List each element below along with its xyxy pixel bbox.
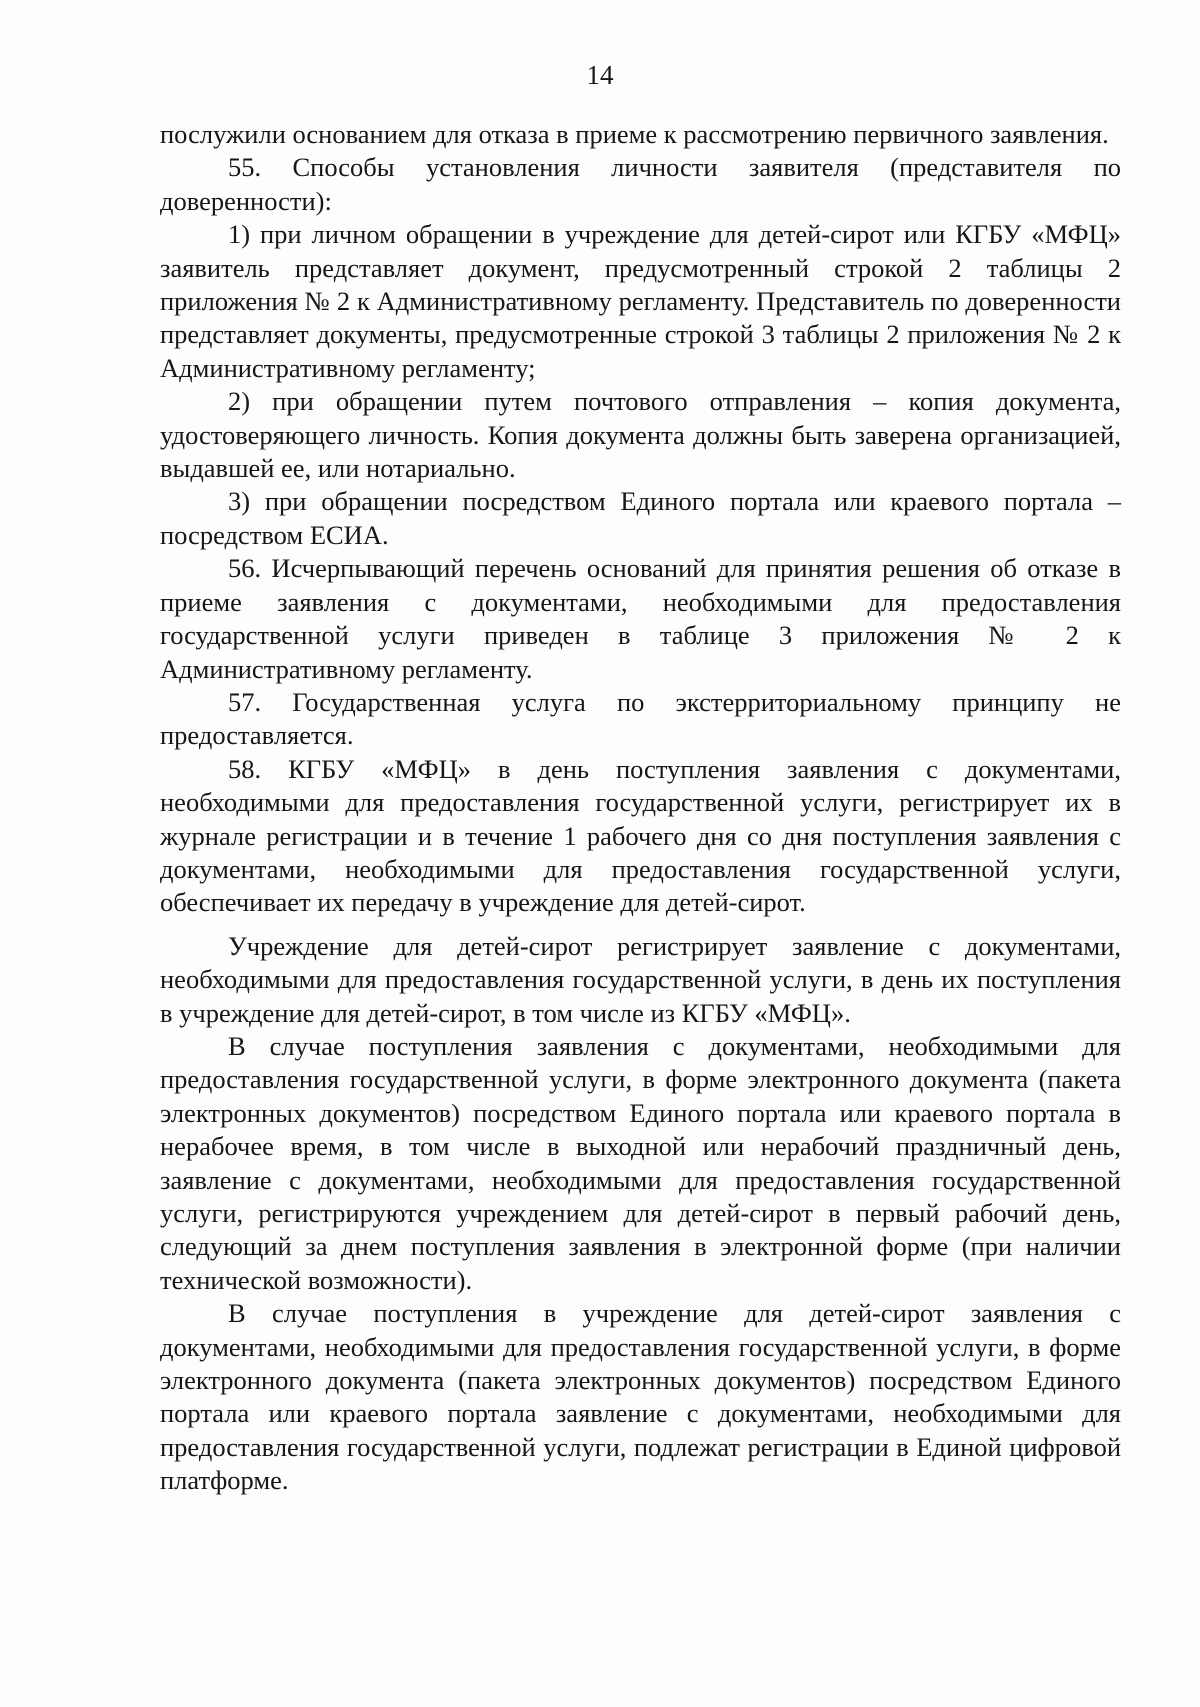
document-body xyxy=(160,118,1121,1498)
paragraph-58-electronic-nonworking: В случае поступления заявления с документами, необходимыми для предоставления государственной услуги, в форме электронного документа (пакета электронных документов) посредством Единого портала или краевого портала в нерабочее время, в том числе в выходной или нерабочий праздничный день, заявление с документами, необходимыми для предоставления государственной услуги, регистрируются учреждением для детей-сирот в первый рабочий день, следующий за днем поступления заявления в электронной форме (при наличии технической возможности). xyxy=(160,1030,1121,1295)
paragraph-55-item-3: 3) при обращении посредством Единого портала или краевого портала – посредством ЕСИА. xyxy=(160,486,1121,550)
paragraph-58-electronic-platform: В случае поступления в учреждение для детей-сирот заявления с документами, необходимыми для предоставления государственной услуги, в форме электронного документа (пакета электронных документов) посредством Единого портала или краевого портала заявление с документами, необходимыми для предоставления государственной услуги, подлежат регистрации в Единой цифровой платформе. xyxy=(160,1298,1121,1496)
page-number: 14 xyxy=(586,60,614,90)
paragraph-56: 56. Исчерпывающий перечень оснований для принятия решения об отказе в приеме заявления с документами, необходимыми для предоставления государственной услуги приведен в таблице 3 приложения № 2 к Административному регламенту. xyxy=(160,553,1121,684)
paragraph-58-registration: Учреждение для детей-сирот регистрирует заявление с документами, необходимыми для предоставления государственной услуги, в день их поступления в учреждение для детей-сирот, в том числе из КГБУ «МФЦ». xyxy=(160,930,1121,1028)
paragraph-57: 57. Государственная услуга по экстерриториальному принципу не предоставляется. xyxy=(160,686,1121,751)
paragraph-58: 58. КГБУ «МФЦ» в день поступления заявления с документами, необходимыми для предоставления государственной услуги, регистрирует их в журнале регистрации и в течение 1 рабочего дня со дня поступления заявления с документами, необходимыми для предоставления государственной услуги, обеспечивает их передачу в учреждение для детей-сирот. xyxy=(160,753,1121,918)
paragraph-continuation: послужили основанием для отказа в приеме к рассмотрению первичного заявления. xyxy=(160,119,1109,149)
paragraph-55-item-2: 2) при обращении путем почтового отправления – копия документа, удостоверяющего личность. Копия документа должны быть заверена организацией, выдавшей ее, или нотариально. xyxy=(160,386,1121,484)
paragraph-55-item-1: 1) при личном обращении в учреждение для детей-сирот или КГБУ «МФЦ» заявитель представляет документ, предусмотренный строкой 2 таблицы 2 приложения № 2 к Административному регламенту. Представитель по доверенности представляет документы, предусмотренные строкой 3 таблицы 2 приложения № 2 к Административному регламенту; xyxy=(160,219,1121,383)
paragraph-55: 55. Способы установления личности заявителя (представителя по доверенности): xyxy=(160,152,1121,216)
